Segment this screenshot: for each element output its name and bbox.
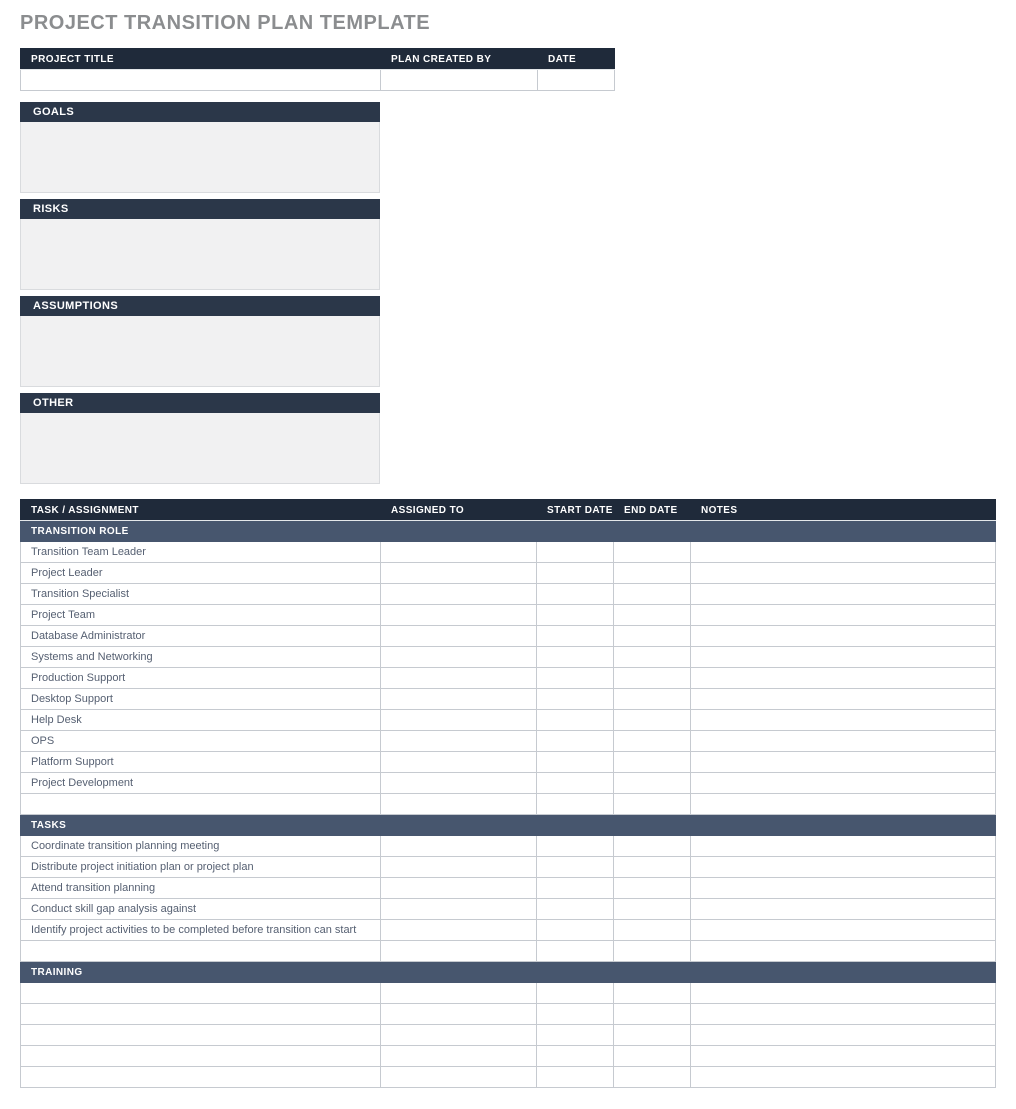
- end-date-cell[interactable]: [614, 1067, 691, 1088]
- start-date-cell[interactable]: [537, 626, 614, 647]
- group-header-cell: [381, 815, 537, 836]
- start-date-cell[interactable]: [537, 710, 614, 731]
- section-goals: [20, 102, 380, 193]
- end-date-cell[interactable]: [614, 689, 691, 710]
- end-date-cell[interactable]: [614, 899, 691, 920]
- end-date-cell[interactable]: [614, 878, 691, 899]
- assigned-to-cell[interactable]: [381, 941, 537, 962]
- date-cell[interactable]: [538, 70, 615, 91]
- task-row: [21, 584, 996, 605]
- assigned-to-cell[interactable]: [381, 689, 537, 710]
- group-label-training: TRAINING: [21, 962, 381, 983]
- start-date-cell[interactable]: [537, 1004, 614, 1025]
- notes-cell[interactable]: [691, 563, 996, 584]
- task-table-header-row: [21, 500, 996, 521]
- task-row: [21, 941, 996, 962]
- end-date-cell[interactable]: [614, 626, 691, 647]
- notes-cell[interactable]: [691, 836, 996, 857]
- assigned-to-cell[interactable]: [381, 878, 537, 899]
- assigned-to-cell[interactable]: [381, 836, 537, 857]
- task-cell[interactable]: Identify project activities to be completed before transition can start: [21, 920, 381, 941]
- group-header-cell: [614, 815, 691, 836]
- start-date-cell[interactable]: [537, 857, 614, 878]
- start-date-cell[interactable]: [537, 752, 614, 773]
- notes-cell[interactable]: [691, 626, 996, 647]
- section-risks-header: RISKS: [20, 199, 380, 219]
- end-date-cell[interactable]: [614, 647, 691, 668]
- end-date-cell[interactable]: [614, 542, 691, 563]
- group-header-cell: [614, 962, 691, 983]
- end-date-cell[interactable]: [614, 668, 691, 689]
- task-cell[interactable]: Transition Team Leader: [21, 542, 381, 563]
- start-date-cell[interactable]: [537, 647, 614, 668]
- section-other-content[interactable]: [20, 413, 380, 484]
- start-date-cell[interactable]: [537, 773, 614, 794]
- assigned-to-cell[interactable]: [381, 584, 537, 605]
- section-risks: [20, 199, 380, 290]
- section-assumptions-header: ASSUMPTIONS: [20, 296, 380, 316]
- notes-cell[interactable]: [691, 899, 996, 920]
- assigned-to-cell[interactable]: [381, 899, 537, 920]
- section-risks-content[interactable]: [20, 219, 380, 290]
- end-date-cell[interactable]: [614, 752, 691, 773]
- notes-cell[interactable]: [691, 1067, 996, 1088]
- task-row: [21, 668, 996, 689]
- col-header-notes: NOTES: [691, 500, 996, 521]
- group-header-cell: [614, 521, 691, 542]
- notes-cell[interactable]: [691, 1025, 996, 1046]
- end-date-cell[interactable]: [614, 773, 691, 794]
- task-row: [21, 689, 996, 710]
- section-assumptions: [20, 296, 380, 387]
- task-row: [21, 794, 996, 815]
- start-date-cell[interactable]: [537, 668, 614, 689]
- task-row: [21, 710, 996, 731]
- start-date-cell[interactable]: [537, 584, 614, 605]
- start-date-cell[interactable]: [537, 983, 614, 1004]
- page-title: PROJECT TRANSITION PLAN TEMPLATE: [20, 12, 431, 34]
- col-header-start-date: START DATE: [537, 500, 614, 521]
- start-date-cell[interactable]: [537, 899, 614, 920]
- task-row: [21, 647, 996, 668]
- plan-created-by-cell[interactable]: [381, 70, 538, 91]
- assigned-to-cell[interactable]: [381, 857, 537, 878]
- start-date-cell[interactable]: [537, 731, 614, 752]
- task-cell[interactable]: Distribute project initiation plan or project plan: [21, 857, 381, 878]
- notes-cell[interactable]: [691, 668, 996, 689]
- group-header-cell: [537, 815, 614, 836]
- task-row: [21, 773, 996, 794]
- start-date-cell[interactable]: [537, 689, 614, 710]
- info-value-row: [21, 70, 615, 91]
- task-row: [21, 626, 996, 647]
- assigned-to-cell[interactable]: [381, 731, 537, 752]
- assigned-to-cell[interactable]: [381, 752, 537, 773]
- task-cell[interactable]: Systems and Networking: [21, 647, 381, 668]
- assigned-to-cell[interactable]: [381, 773, 537, 794]
- task-row: [21, 836, 996, 857]
- start-date-cell[interactable]: [537, 878, 614, 899]
- group-header-cell: [381, 521, 537, 542]
- group-header-cell: [691, 962, 996, 983]
- task-cell[interactable]: Production Support: [21, 668, 381, 689]
- group-header-training: [21, 962, 996, 983]
- assigned-to-cell[interactable]: [381, 710, 537, 731]
- group-label-tasks: TASKS: [21, 815, 381, 836]
- notes-cell[interactable]: [691, 605, 996, 626]
- task-cell[interactable]: Conduct skill gap analysis against: [21, 899, 381, 920]
- end-date-cell[interactable]: [614, 584, 691, 605]
- task-row: [21, 878, 996, 899]
- section-goals-content[interactable]: [20, 122, 380, 193]
- end-date-cell[interactable]: [614, 710, 691, 731]
- assigned-to-cell[interactable]: [381, 794, 537, 815]
- end-date-cell[interactable]: [614, 857, 691, 878]
- section-list: [20, 102, 995, 484]
- assigned-to-cell[interactable]: [381, 1004, 537, 1025]
- group-header-transition-role: [21, 521, 996, 542]
- task-cell[interactable]: Desktop Support: [21, 689, 381, 710]
- group-header-cell: [537, 962, 614, 983]
- task-cell[interactable]: OPS: [21, 731, 381, 752]
- task-row: [21, 983, 996, 1004]
- assigned-to-cell[interactable]: [381, 542, 537, 563]
- notes-cell[interactable]: [691, 1004, 996, 1025]
- assigned-to-cell[interactable]: [381, 983, 537, 1004]
- notes-cell[interactable]: [691, 731, 996, 752]
- start-date-cell[interactable]: [537, 836, 614, 857]
- end-date-cell[interactable]: [614, 920, 691, 941]
- task-cell[interactable]: Project Team: [21, 605, 381, 626]
- task-cell[interactable]: [21, 1025, 381, 1046]
- notes-cell[interactable]: [691, 752, 996, 773]
- task-row: [21, 752, 996, 773]
- col-header-end-date: END DATE: [614, 500, 691, 521]
- task-cell[interactable]: Platform Support: [21, 752, 381, 773]
- end-date-cell[interactable]: [614, 983, 691, 1004]
- project-title-cell[interactable]: [21, 70, 381, 91]
- start-date-cell[interactable]: [537, 794, 614, 815]
- notes-cell[interactable]: [691, 773, 996, 794]
- task-row: [21, 857, 996, 878]
- task-row: [21, 1025, 996, 1046]
- assigned-to-cell[interactable]: [381, 1046, 537, 1067]
- notes-cell[interactable]: [691, 941, 996, 962]
- start-date-cell[interactable]: [537, 1067, 614, 1088]
- group-header-cell: [691, 521, 996, 542]
- group-header-cell: [691, 815, 996, 836]
- task-cell[interactable]: Transition Specialist: [21, 584, 381, 605]
- section-other-header: OTHER: [20, 393, 380, 413]
- notes-cell[interactable]: [691, 1046, 996, 1067]
- start-date-cell[interactable]: [537, 1025, 614, 1046]
- assigned-to-cell[interactable]: [381, 1025, 537, 1046]
- task-cell[interactable]: Project Development: [21, 773, 381, 794]
- section-assumptions-content[interactable]: [20, 316, 380, 387]
- notes-cell[interactable]: [691, 584, 996, 605]
- end-date-cell[interactable]: [614, 836, 691, 857]
- notes-cell[interactable]: [691, 689, 996, 710]
- group-header-cell: [381, 962, 537, 983]
- task-row: [21, 899, 996, 920]
- assigned-to-cell[interactable]: [381, 668, 537, 689]
- end-date-cell[interactable]: [614, 605, 691, 626]
- section-other: [20, 393, 380, 484]
- group-header-tasks: [21, 815, 996, 836]
- notes-cell[interactable]: [691, 920, 996, 941]
- notes-cell[interactable]: [691, 542, 996, 563]
- notes-cell[interactable]: [691, 983, 996, 1004]
- task-cell[interactable]: Database Administrator: [21, 626, 381, 647]
- assigned-to-cell[interactable]: [381, 1067, 537, 1088]
- task-row: [21, 563, 996, 584]
- group-label-transition-role: TRANSITION ROLE: [21, 521, 381, 542]
- task-cell[interactable]: [21, 1067, 381, 1088]
- info-header-project-title: PROJECT TITLE: [21, 49, 381, 70]
- assigned-to-cell[interactable]: [381, 647, 537, 668]
- start-date-cell[interactable]: [537, 941, 614, 962]
- end-date-cell[interactable]: [614, 794, 691, 815]
- task-cell[interactable]: Coordinate transition planning meeting: [21, 836, 381, 857]
- task-cell[interactable]: [21, 941, 381, 962]
- assigned-to-cell[interactable]: [381, 626, 537, 647]
- end-date-cell[interactable]: [614, 941, 691, 962]
- assigned-to-cell[interactable]: [381, 605, 537, 626]
- task-row: [21, 1067, 996, 1088]
- notes-cell[interactable]: [691, 878, 996, 899]
- col-header-task-assignment: TASK / ASSIGNMENT: [21, 500, 381, 521]
- task-row: [21, 731, 996, 752]
- task-cell[interactable]: [21, 794, 381, 815]
- project-info-table: [20, 48, 615, 91]
- info-header-row: [21, 49, 615, 70]
- task-row: [21, 542, 996, 563]
- group-header-cell: [537, 521, 614, 542]
- notes-cell[interactable]: [691, 794, 996, 815]
- task-row: [21, 1046, 996, 1067]
- task-cell[interactable]: Help Desk: [21, 710, 381, 731]
- end-date-cell[interactable]: [614, 1046, 691, 1067]
- task-table: [20, 499, 996, 1088]
- start-date-cell[interactable]: [537, 1046, 614, 1067]
- end-date-cell[interactable]: [614, 1004, 691, 1025]
- start-date-cell[interactable]: [537, 605, 614, 626]
- task-cell[interactable]: Attend transition planning: [21, 878, 381, 899]
- notes-cell[interactable]: [691, 710, 996, 731]
- start-date-cell[interactable]: [537, 542, 614, 563]
- task-row: [21, 1004, 996, 1025]
- end-date-cell[interactable]: [614, 563, 691, 584]
- end-date-cell[interactable]: [614, 1025, 691, 1046]
- task-cell[interactable]: [21, 1004, 381, 1025]
- task-row: [21, 920, 996, 941]
- start-date-cell[interactable]: [537, 920, 614, 941]
- notes-cell[interactable]: [691, 647, 996, 668]
- task-cell[interactable]: [21, 983, 381, 1004]
- end-date-cell[interactable]: [614, 731, 691, 752]
- info-header-plan-created-by: PLAN CREATED BY: [381, 49, 538, 70]
- assigned-to-cell[interactable]: [381, 563, 537, 584]
- assigned-to-cell[interactable]: [381, 920, 537, 941]
- notes-cell[interactable]: [691, 857, 996, 878]
- start-date-cell[interactable]: [537, 563, 614, 584]
- task-cell[interactable]: [21, 1046, 381, 1067]
- task-cell[interactable]: Project Leader: [21, 563, 381, 584]
- col-header-assigned-to: ASSIGNED TO: [381, 500, 537, 521]
- info-header-date: DATE: [538, 49, 615, 70]
- task-row: [21, 605, 996, 626]
- section-goals-header: GOALS: [20, 102, 380, 122]
